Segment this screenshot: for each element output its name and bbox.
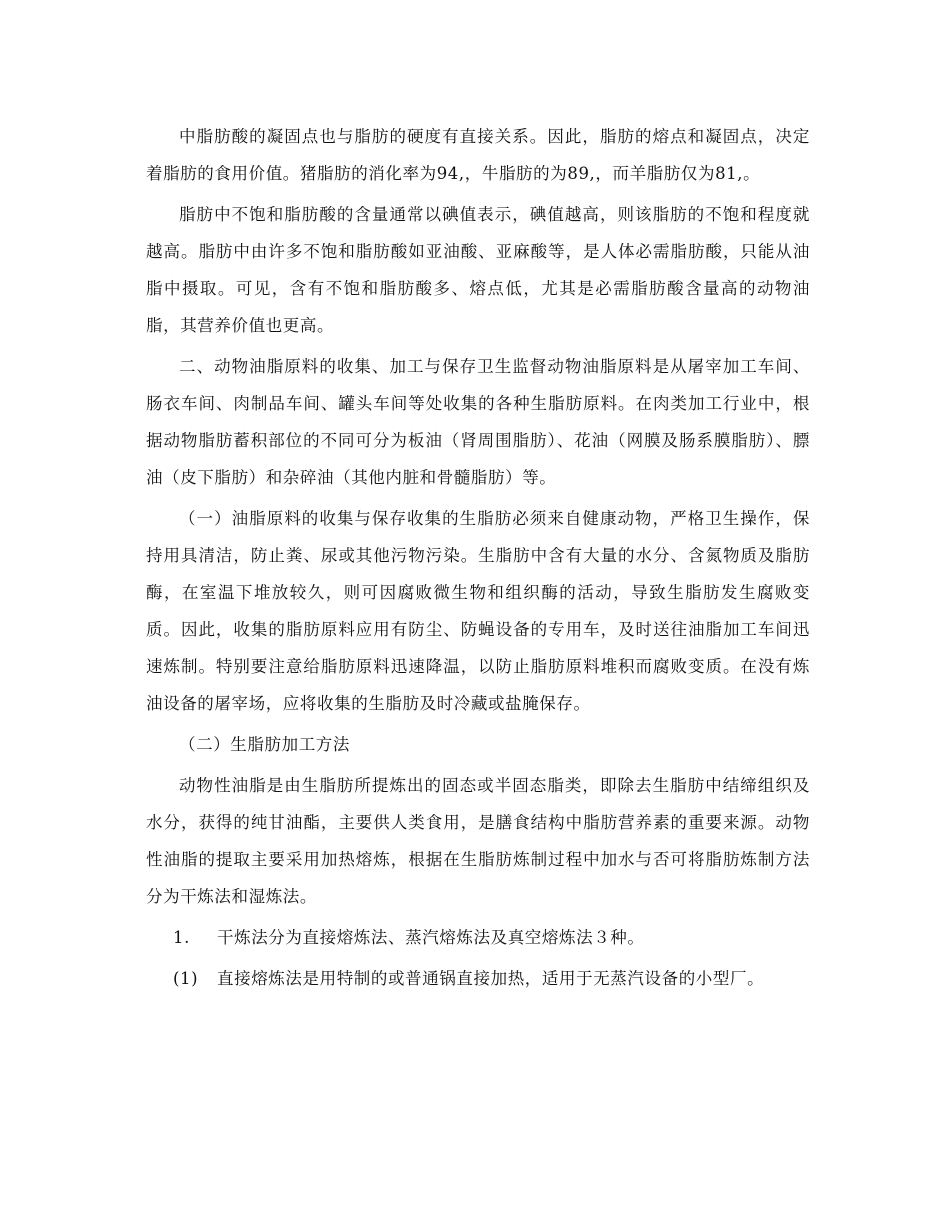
paragraph-unsaturated-fatty-acids: 脂肪中不饱和脂肪酸的含量通常以碘值表示，碘值越高，则该脂肪的不饱和程度就越高。脂肪中由许多不饱和脂肪酸如亚油酸、亚麻酸等，是人体必需脂肪酸，只能从油脂中摄取。可见，含有不饱和脂肪酸多、熔点低，尤其是必需脂肪酸含量高的动物油脂，其营养价值也更高。: [146, 205, 810, 335]
paragraph-fat-digestibility: 中脂肪酸的凝固点也与脂肪的硬度有直接关系。因此，脂肪的熔点和凝固点，决定着脂肪的食用价值。猪脂肪的消化率为94,，牛脂肪的为89,，而羊脂肪仅为81,。: [146, 127, 810, 183]
paragraph-raw-material-collection: 二、动物油脂原料的收集、加工与保存卫生监督动物油脂原料是从屠宰加工车间、肠衣车间、肉制品车间、罐头车间等处收集的各种生脂肪原料。在肉类加工行业中，根据动物脂肪蓄积部位的不同可分为板油（肾周围脂肪）、花油（网膜及肠系膜脂肪）、膘油（皮下脂肪）和杂碎油（其他内脏和骨髓脂肪）等。: [146, 357, 810, 487]
list-marker: 1.: [173, 928, 190, 947]
document-body: [146, 118, 810, 1001]
list-item-dry-rendering: [146, 919, 810, 956]
section-heading-processing-methods: （二）生脂肪加工方法: [179, 735, 350, 754]
list-marker: (1): [173, 969, 199, 988]
list-item-text: 直接熔炼法是用特制的或普通锅直接加热，适用于无蒸汽设备的小型厂。: [217, 969, 765, 988]
paragraph-collection-and-storage: （一）油脂原料的收集与保存收集的生脂肪必须来自健康动物，严格卫生操作，保持用具清洁，防止粪、尿或其他污物污染。生脂肪中含有大量的水分、含氮物质及脂肪酶，在室温下堆放较久，则可因腐败微生物和组织酶的活动，导致生脂肪发生腐败变质。因此，收集的脂肪原料应用有防尘、防蝇设备的专用车，及时送往油脂加工车间迅速炼制。特别要注意给脂肪原料迅速降温，以防止脂肪原料堆积而腐败变质。在没有炼油设备的屠宰场，应将收集的生脂肪及时冷藏或盐腌保存。: [146, 509, 810, 713]
list-item-direct-rendering: [146, 960, 810, 997]
paragraph-animal-fat-definition: 动物性油脂是由生脂肪所提炼出的固态或半固态脂类，即除去生脂肪中结缔组织及水分，获得的纯甘油酯，主要供人类食用，是膳食结构中脂肪营养素的重要来源。动物性油脂的提取主要采用加热熔炼，根据在生脂肪炼制过程中加水与否可将脂肪炼制方法分为干炼法和湿炼法。: [146, 776, 810, 906]
list-item-text: 干炼法分为直接熔炼法、蒸汽熔炼法及真空熔炼法３种。: [217, 928, 645, 947]
